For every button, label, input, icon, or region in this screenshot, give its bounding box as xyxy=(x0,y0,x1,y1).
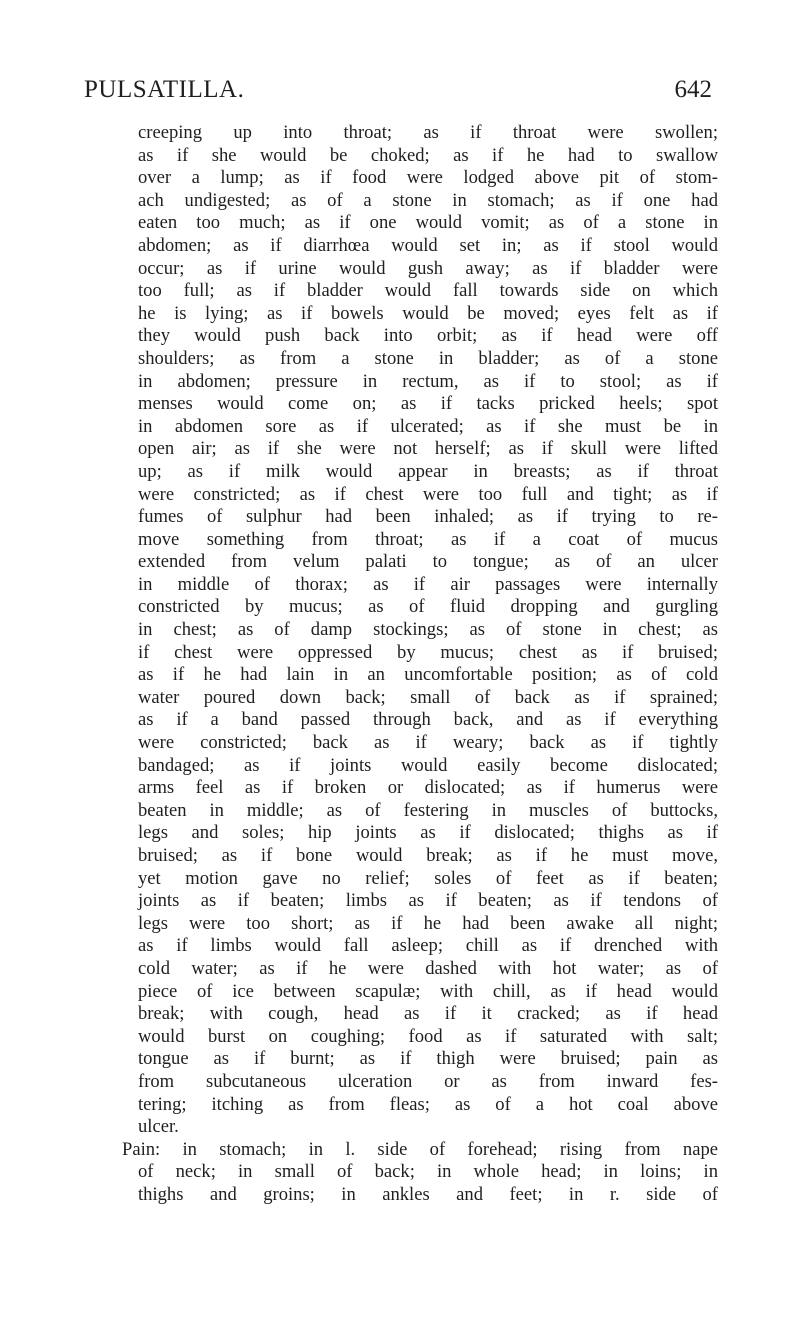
running-head xyxy=(84,76,712,106)
text-line: ulcer. xyxy=(138,1116,179,1138)
text-line: thighs and groins; in ankles and feet; in r. side of xyxy=(138,1183,718,1205)
text-line: beaten in middle; as of festering in muscles of buttocks, xyxy=(138,799,718,821)
text-line: over a lump; as if food were lodged above pit of stom- xyxy=(138,167,718,189)
text-line: break; with cough, head as if it cracked; as if head xyxy=(138,1003,718,1025)
text-line: cold water; as if he were dashed with hot water; as of xyxy=(138,957,718,979)
text-line: from subcutaneous ulceration or as from inward fes- xyxy=(138,1070,718,1092)
text-line: water poured down back; small of back as if sprained; xyxy=(138,686,718,708)
text-line: yet motion gave no relief; soles of feet as if beaten; xyxy=(138,867,718,889)
text-line: eaten too much; as if one would vomit; as of a stone in xyxy=(138,212,718,234)
text-line: were constricted; as if chest were too full and tight; as if xyxy=(138,483,718,505)
text-line: shoulders; as from a stone in bladder; as of a stone xyxy=(138,347,718,369)
text-line: in middle of thorax; as if air passages were internally xyxy=(138,573,718,595)
text-line: extended from velum palati to tongue; as of an ulcer xyxy=(138,551,718,573)
text-line: legs and soles; hip joints as if dislocated; thighs as if xyxy=(138,822,718,844)
text-line: constricted by mucus; as of fluid dropping and gurgling xyxy=(138,596,718,618)
text-line: as if a band passed through back, and as if everything xyxy=(138,709,718,731)
text-line: Pain: in stomach; in l. side of forehead; rising from nape xyxy=(122,1138,718,1160)
text-line: tering; itching as from fleas; as of a hot coal above xyxy=(138,1093,718,1115)
text-line: abdomen; as if diarrhœa would set in; as if stool would xyxy=(138,234,718,256)
text-line: joints as if beaten; limbs as if beaten; as if tendons of xyxy=(138,890,718,912)
text-line: were constricted; back as if weary; back as if tightly xyxy=(138,732,718,754)
text-line: as if he had lain in an uncomfortable position; as of cold xyxy=(138,664,718,686)
text-line: tongue as if burnt; as if thigh were bruised; pain as xyxy=(138,1048,718,1070)
text-line: he is lying; as if bowels would be moved; eyes felt as if xyxy=(138,302,718,324)
text-line: move something from throat; as if a coat of mucus xyxy=(138,528,718,550)
text-line: open air; as if she were not herself; as if skull were lifted xyxy=(138,438,718,460)
text-line: ach undigested; as of a stone in stomach; as if one had xyxy=(138,189,718,211)
text-line: of neck; in small of back; in whole head; in loins; in xyxy=(138,1161,718,1183)
text-line: menses would come on; as if tacks pricked heels; spot xyxy=(138,393,718,415)
text-line: as if limbs would fall asleep; chill as if drenched with xyxy=(138,935,718,957)
text-line: bandaged; as if joints would easily become dislocated; xyxy=(138,754,718,776)
text-line: fumes of sulphur had been inhaled; as if trying to re- xyxy=(138,506,718,528)
text-line: occur; as if urine would gush away; as if bladder were xyxy=(138,257,718,279)
text-line: would burst on coughing; food as if saturated with salt; xyxy=(138,1025,718,1047)
text-line: as if she would be choked; as if he had to swallow xyxy=(138,144,718,166)
body-text xyxy=(122,122,718,1207)
text-line: if chest were oppressed by mucus; chest as if bruised; xyxy=(138,641,718,663)
text-line: in abdomen; pressure in rectum, as if to stool; as if xyxy=(138,370,718,392)
text-line: too full; as if bladder would fall towards side on which xyxy=(138,280,718,302)
text-line: legs were too short; as if he had been awake all night; xyxy=(138,912,718,934)
running-title: PULSATILLA. xyxy=(84,76,245,103)
text-line: in chest; as of damp stockings; as of stone in chest; as xyxy=(138,619,718,641)
page-number: 642 xyxy=(674,76,712,103)
text-line: bruised; as if bone would break; as if he must move, xyxy=(138,845,718,866)
text-line: arms feel as if broken or dislocated; as if humerus were xyxy=(138,777,718,799)
text-line: they would push back into orbit; as if head were off xyxy=(138,325,718,347)
text-line: up; as if milk would appear in breasts; as if throat xyxy=(138,460,718,482)
text-line: piece of ice between scapulæ; with chill, as if head would xyxy=(138,980,718,1002)
text-line: creeping up into throat; as if throat were swollen; xyxy=(138,122,718,143)
text-line: in abdomen sore as if ulcerated; as if she must be in xyxy=(138,415,718,437)
